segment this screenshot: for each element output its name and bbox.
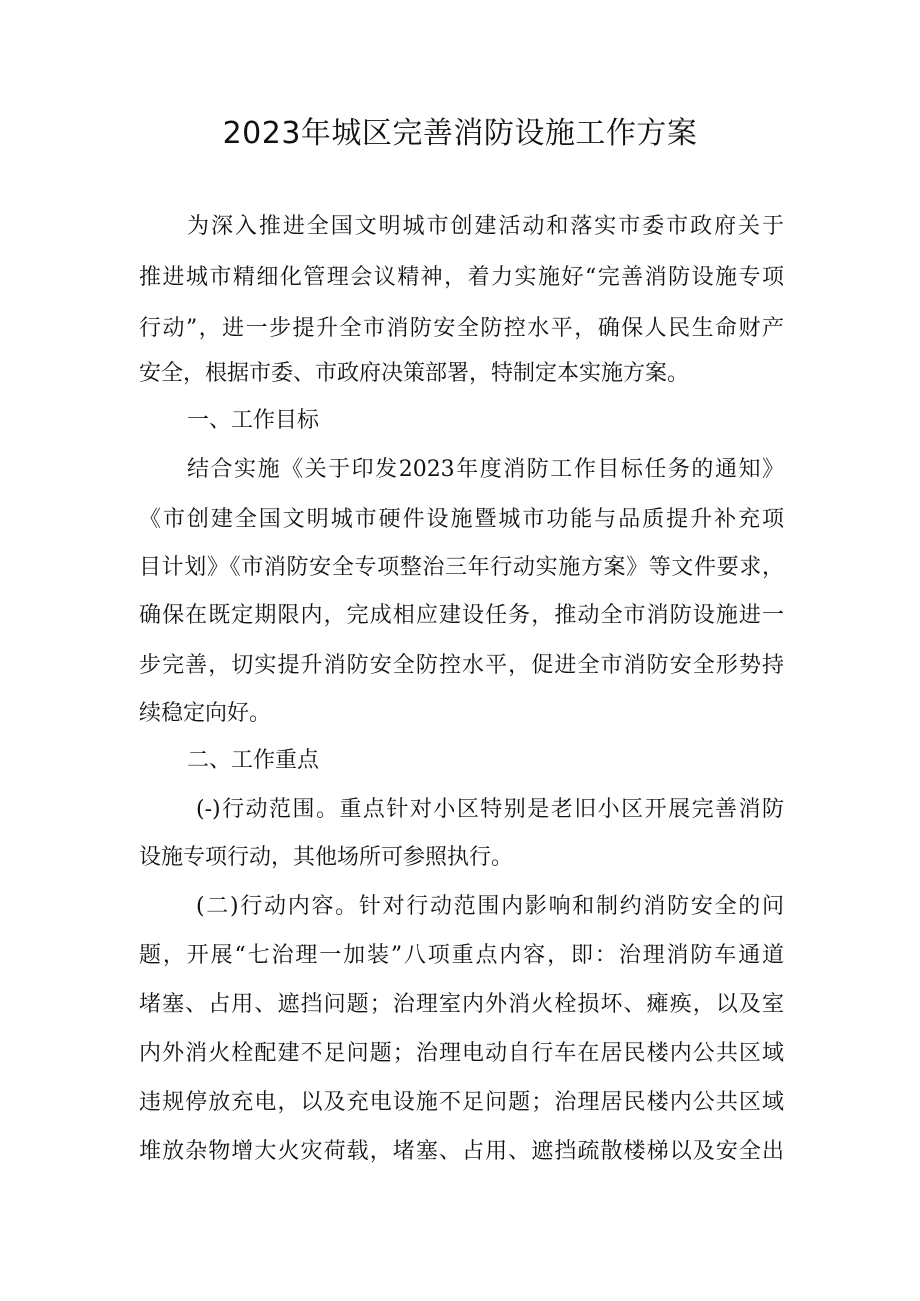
paragraph-line: 推进城市精细化管理会议精神，着力实施好“完善消防设施专项: [139, 265, 784, 290]
paragraph-line: 目计划》《市消防安全专项整治三年行动实施方案》等文件要求，: [139, 555, 784, 580]
paragraph-line: 《市创建全国文明城市硬件设施暨城市功能与品质提升补充项: [139, 507, 784, 532]
section-heading: 二、工作重点: [187, 748, 320, 773]
paragraph-line: 结合实施《关于印发2023年度消防工作目标任务的通知》: [187, 457, 784, 482]
paragraph-line: 续稳定向好。: [139, 701, 272, 726]
paragraph-line: 为深入推进全国文明城市创建活动和落实市委市政府关于: [187, 214, 784, 239]
paragraph-line: 步完善，切实提升消防安全防控水平，促进全市消防安全形势持: [139, 653, 784, 678]
section-heading: 一、工作目标: [187, 408, 320, 433]
paragraph-line: 行动”，进一步提升全市消防安全防控水平，确保人民生命财产: [139, 316, 784, 341]
paragraph-line: 题，开展“七治理一加装”八项重点内容，即：治理消防车通道: [139, 943, 784, 968]
paragraph-line: 内外消火栓配建不足问题；治理电动自行车在居民楼内公共区域: [139, 1041, 784, 1066]
paragraph-line: 堵塞、占用、遮挡问题；治理室内外消火栓损坏、瘫痪，以及室: [139, 992, 784, 1017]
paragraph-line: 确保在既定期限内，完成相应建设任务，推动全市消防设施进一: [139, 603, 784, 628]
paragraph-line: (二)行动内容。针对行动范围内影响和制约消防安全的问: [196, 894, 784, 919]
document-title: 2023年城区完善消防设施工作方案: [222, 116, 698, 151]
paragraph-line: (-)行动范围。重点针对小区特别是老旧小区开展完善消防: [196, 797, 784, 822]
paragraph-line: 违规停放充电，以及充电设施不足问题；治理居民楼内公共区域: [139, 1090, 784, 1115]
paragraph-line: 堆放杂物增大火灾荷载，堵塞、占用、遮挡疏散楼梯以及安全出: [139, 1139, 784, 1164]
paragraph-line: 设施专项行动，其他场所可参照执行。: [139, 845, 514, 870]
paragraph-line: 安全，根据市委、市政府决策部署，特制定本实施方案。: [139, 361, 690, 386]
